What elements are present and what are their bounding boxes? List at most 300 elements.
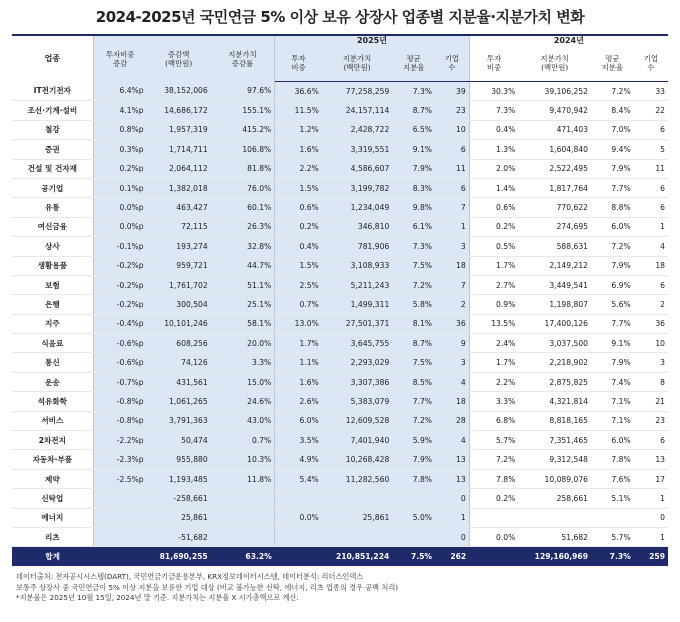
avg-2025-cell bbox=[392, 527, 435, 546]
weight-change-cell: -0.8%p bbox=[93, 411, 146, 430]
header-sector: 업종 bbox=[12, 35, 93, 82]
weight-2025-cell: 2.5% bbox=[275, 275, 322, 294]
value-2024-cell: 39,106,252 bbox=[518, 82, 591, 101]
avg-2025-cell: 8.7% bbox=[392, 334, 435, 353]
avg-2024-cell: 7.2% bbox=[591, 237, 634, 256]
avg-2025-cell: 7.9% bbox=[392, 450, 435, 469]
header-2025-value: 지분가치 (백만원) bbox=[322, 45, 393, 82]
weight-2024-cell: 6.8% bbox=[469, 411, 518, 430]
amount-change-cell: 463,427 bbox=[147, 198, 211, 217]
value-2025-cell: 346,810 bbox=[322, 217, 393, 236]
avg-2025-cell: 7.5% bbox=[392, 353, 435, 372]
table-row bbox=[12, 469, 668, 488]
amount-change-cell: 50,474 bbox=[147, 431, 211, 450]
total-2024-count: 259 bbox=[634, 547, 668, 567]
sector-cell: 건설 및 건자재 bbox=[12, 159, 93, 178]
avg-2024-cell: 5.7% bbox=[591, 527, 634, 546]
avg-2024-cell: 7.7% bbox=[591, 178, 634, 197]
value-rate-cell bbox=[211, 508, 275, 527]
amount-change-cell: 955,880 bbox=[147, 450, 211, 469]
sector-cell: 자동차·부품 bbox=[12, 450, 93, 469]
count-2025-cell: 2 bbox=[435, 295, 469, 314]
weight-2024-cell: 0.4% bbox=[469, 120, 518, 139]
weight-2025-cell: 13.0% bbox=[275, 314, 322, 333]
table-row bbox=[12, 411, 668, 430]
weight-change-cell: -2.2%p bbox=[93, 431, 146, 450]
count-2024-cell: 6 bbox=[634, 275, 668, 294]
count-2025-cell: 36 bbox=[435, 314, 469, 333]
avg-2024-cell: 7.1% bbox=[591, 392, 634, 411]
weight-change-cell: 0.1%p bbox=[93, 178, 146, 197]
sector-cell: 운송 bbox=[12, 372, 93, 391]
weight-2024-cell: 0.6% bbox=[469, 198, 518, 217]
table-row bbox=[12, 178, 668, 197]
value-2025-cell: 77,258,259 bbox=[322, 82, 393, 101]
avg-2024-cell: 5.6% bbox=[591, 295, 634, 314]
weight-change-cell: -0.4%p bbox=[93, 314, 146, 333]
avg-2025-cell: 7.9% bbox=[392, 159, 435, 178]
value-2024-cell: 2,875,825 bbox=[518, 372, 591, 391]
sector-cell: 증권 bbox=[12, 140, 93, 159]
weight-change-cell: -2.3%p bbox=[93, 450, 146, 469]
footnote-source: 데이터출처: 전자공시시스템(DART), 국민연금기금운용본부, KRX정보데이터시스템, 데이터분석: 리더스인덱스 bbox=[16, 572, 364, 581]
avg-2025-cell: 8.5% bbox=[392, 372, 435, 391]
weight-change-cell: 0.8%p bbox=[93, 120, 146, 139]
count-2024-cell: 1 bbox=[634, 489, 668, 508]
count-2024-cell: 0 bbox=[634, 508, 668, 527]
value-2025-cell: 2,293,029 bbox=[322, 353, 393, 372]
value-2025-cell: 781,906 bbox=[322, 237, 393, 256]
count-2024-cell: 8 bbox=[634, 372, 668, 391]
avg-2025-cell: 7.2% bbox=[392, 411, 435, 430]
count-2025-cell: 1 bbox=[435, 217, 469, 236]
weight-2024-cell: 5.7% bbox=[469, 431, 518, 450]
value-rate-cell: 106.8% bbox=[211, 140, 275, 159]
sector-stake-table bbox=[12, 34, 668, 566]
value-rate-cell: 44.7% bbox=[211, 256, 275, 275]
header-amount-change: 증감액 (백만원) bbox=[147, 35, 211, 82]
value-2024-cell: 2,522,495 bbox=[518, 159, 591, 178]
avg-2024-cell: 7.9% bbox=[591, 353, 634, 372]
amount-change-cell: 74,126 bbox=[147, 353, 211, 372]
avg-2025-cell: 8.1% bbox=[392, 314, 435, 333]
weight-2025-cell: 0.6% bbox=[275, 198, 322, 217]
weight-2024-cell: 2.4% bbox=[469, 334, 518, 353]
footnote-basis: *지분율은 2025년 10월 15일, 2024년 말 기준. 지분가치는 지분율 X 시가총액으로 계산. bbox=[16, 593, 299, 602]
footnote-scope: 보통주 상장사 중 국민연금이 5% 이상 지분을 보유한 기업 대상 (비교 불가능한 신탁, 에너지, 리츠 업종의 경우 공백 처리) bbox=[16, 582, 399, 592]
sector-cell: 상사 bbox=[12, 237, 93, 256]
weight-2024-cell: 2.2% bbox=[469, 372, 518, 391]
value-rate-cell: 11.8% bbox=[211, 469, 275, 488]
weight-2025-cell: 2.2% bbox=[275, 159, 322, 178]
amount-change-cell: 14,686,172 bbox=[147, 101, 211, 120]
weight-change-cell: 0.3%p bbox=[93, 140, 146, 159]
count-2024-cell: 1 bbox=[634, 527, 668, 546]
value-rate-cell: 81.8% bbox=[211, 159, 275, 178]
weight-2024-cell: 30.3% bbox=[469, 82, 518, 101]
weight-2024-cell bbox=[469, 508, 518, 527]
value-rate-cell: 415.2% bbox=[211, 120, 275, 139]
table-row bbox=[12, 256, 668, 275]
avg-2024-cell: 7.0% bbox=[591, 120, 634, 139]
value-2025-cell: 7,401,940 bbox=[322, 431, 393, 450]
count-2024-cell: 33 bbox=[634, 82, 668, 101]
header-2024-value: 지분가치 (백만원) bbox=[518, 45, 591, 82]
table-row bbox=[12, 237, 668, 256]
value-2024-cell: 8,818,165 bbox=[518, 411, 591, 430]
amount-change-cell: -51,682 bbox=[147, 527, 211, 546]
weight-2024-cell: 7.8% bbox=[469, 469, 518, 488]
total-amount-change: 81,690,255 bbox=[147, 547, 211, 567]
value-2025-cell: 3,319,551 bbox=[322, 140, 393, 159]
value-rate-cell: 25.1% bbox=[211, 295, 275, 314]
value-2025-cell: 3,199,782 bbox=[322, 178, 393, 197]
value-2024-cell: 10,089,076 bbox=[518, 469, 591, 488]
count-2024-cell: 1 bbox=[634, 217, 668, 236]
weight-2024-cell: 2.0% bbox=[469, 159, 518, 178]
total-2024-weight bbox=[469, 547, 518, 567]
amount-change-cell: 25,861 bbox=[147, 508, 211, 527]
weight-2024-cell: 0.2% bbox=[469, 489, 518, 508]
avg-2024-cell: 7.2% bbox=[591, 82, 634, 101]
avg-2024-cell: 9.1% bbox=[591, 334, 634, 353]
table-row bbox=[12, 431, 668, 450]
table-row bbox=[12, 217, 668, 236]
weight-2025-cell: 1.1% bbox=[275, 353, 322, 372]
weight-2025-cell: 0.7% bbox=[275, 295, 322, 314]
sector-cell: 서비스 bbox=[12, 411, 93, 430]
weight-change-cell: -0.6%p bbox=[93, 334, 146, 353]
table-row bbox=[12, 392, 668, 411]
avg-2024-cell: 7.8% bbox=[591, 450, 634, 469]
sector-cell: 제약 bbox=[12, 469, 93, 488]
value-rate-cell: 26.3% bbox=[211, 217, 275, 236]
count-2024-cell: 6 bbox=[634, 198, 668, 217]
value-rate-cell: 0.7% bbox=[211, 431, 275, 450]
sector-cell: 조선·기계·설비 bbox=[12, 101, 93, 120]
value-2024-cell: 1,604,840 bbox=[518, 140, 591, 159]
value-rate-cell bbox=[211, 489, 275, 508]
weight-2024-cell: 0.5% bbox=[469, 237, 518, 256]
count-2025-cell: 28 bbox=[435, 411, 469, 430]
value-2024-cell: 3,449,541 bbox=[518, 275, 591, 294]
count-2024-cell: 2 bbox=[634, 295, 668, 314]
header-2024-avg: 평균 지분율 bbox=[591, 45, 634, 82]
value-2025-cell: 27,501,371 bbox=[322, 314, 393, 333]
sector-cell: 유통 bbox=[12, 198, 93, 217]
weight-2025-cell: 5.4% bbox=[275, 469, 322, 488]
weight-change-cell bbox=[93, 527, 146, 546]
count-2024-cell: 13 bbox=[634, 450, 668, 469]
total-weight-change bbox=[93, 547, 146, 567]
count-2025-cell: 13 bbox=[435, 469, 469, 488]
weight-2025-cell: 0.2% bbox=[275, 217, 322, 236]
weight-2025-cell: 1.5% bbox=[275, 178, 322, 197]
value-2025-cell: 10,268,428 bbox=[322, 450, 393, 469]
weight-2024-cell: 0.9% bbox=[469, 295, 518, 314]
avg-2025-cell: 7.8% bbox=[392, 469, 435, 488]
total-2024-avg: 7.3% bbox=[591, 547, 634, 567]
value-2025-cell: 1,499,311 bbox=[322, 295, 393, 314]
sector-cell: 식음료 bbox=[12, 334, 93, 353]
total-row bbox=[12, 547, 668, 567]
amount-change-cell: 3,791,363 bbox=[147, 411, 211, 430]
count-2024-cell: 17 bbox=[634, 469, 668, 488]
sector-cell: 여신금융 bbox=[12, 217, 93, 236]
count-2025-cell: 11 bbox=[435, 159, 469, 178]
weight-change-cell: -0.2%p bbox=[93, 275, 146, 294]
avg-2025-cell: 7.3% bbox=[392, 237, 435, 256]
table-row bbox=[12, 508, 668, 527]
avg-2025-cell: 8.3% bbox=[392, 178, 435, 197]
value-2025-cell: 3,307,386 bbox=[322, 372, 393, 391]
value-2025-cell: 3,645,755 bbox=[322, 334, 393, 353]
table-row bbox=[12, 295, 668, 314]
count-2024-cell: 18 bbox=[634, 256, 668, 275]
table-row bbox=[12, 120, 668, 139]
weight-2024-cell: 0.2% bbox=[469, 217, 518, 236]
table-row bbox=[12, 159, 668, 178]
count-2025-cell: 9 bbox=[435, 334, 469, 353]
value-2025-cell: 4,586,607 bbox=[322, 159, 393, 178]
amount-change-cell: 431,561 bbox=[147, 372, 211, 391]
value-rate-cell: 10.3% bbox=[211, 450, 275, 469]
weight-change-cell: -0.6%p bbox=[93, 353, 146, 372]
avg-2025-cell: 5.9% bbox=[392, 431, 435, 450]
count-2025-cell: 4 bbox=[435, 431, 469, 450]
count-2024-cell: 4 bbox=[634, 237, 668, 256]
count-2024-cell: 23 bbox=[634, 411, 668, 430]
value-rate-cell: 43.0% bbox=[211, 411, 275, 430]
value-2025-cell: 25,861 bbox=[322, 508, 393, 527]
value-2024-cell: 770,622 bbox=[518, 198, 591, 217]
count-2024-cell: 10 bbox=[634, 334, 668, 353]
total-2025-avg: 7.5% bbox=[392, 547, 435, 567]
header-value-rate: 지분가치 증감률 bbox=[211, 35, 275, 82]
sector-cell: IT전기전자 bbox=[12, 82, 93, 101]
count-2024-cell: 3 bbox=[634, 353, 668, 372]
table-row bbox=[12, 372, 668, 391]
table-row bbox=[12, 334, 668, 353]
table-row bbox=[12, 275, 668, 294]
amount-change-cell: 300,504 bbox=[147, 295, 211, 314]
weight-2025-cell: 6.0% bbox=[275, 411, 322, 430]
value-2025-cell: 11,282,560 bbox=[322, 469, 393, 488]
count-2025-cell: 1 bbox=[435, 508, 469, 527]
value-2024-cell: 3,037,500 bbox=[518, 334, 591, 353]
value-rate-cell: 60.1% bbox=[211, 198, 275, 217]
value-rate-cell: 32.8% bbox=[211, 237, 275, 256]
table-row bbox=[12, 527, 668, 546]
weight-change-cell: -0.8%p bbox=[93, 392, 146, 411]
count-2025-cell: 6 bbox=[435, 178, 469, 197]
value-2025-cell: 2,428,722 bbox=[322, 120, 393, 139]
count-2025-cell: 3 bbox=[435, 237, 469, 256]
weight-2025-cell: 3.5% bbox=[275, 431, 322, 450]
value-rate-cell: 58.1% bbox=[211, 314, 275, 333]
value-2025-cell: 3,108,933 bbox=[322, 256, 393, 275]
total-label: 합계 bbox=[12, 547, 93, 567]
avg-2024-cell: 7.4% bbox=[591, 372, 634, 391]
value-2024-cell: 2,218,902 bbox=[518, 353, 591, 372]
weight-2025-cell: 4.9% bbox=[275, 450, 322, 469]
table-row bbox=[12, 82, 668, 101]
amount-change-cell: 72,115 bbox=[147, 217, 211, 236]
total-2025-count: 262 bbox=[435, 547, 469, 567]
weight-2025-cell: 1.5% bbox=[275, 256, 322, 275]
weight-2025-cell: 2.6% bbox=[275, 392, 322, 411]
amount-change-cell: 959,721 bbox=[147, 256, 211, 275]
weight-2024-cell: 7.2% bbox=[469, 450, 518, 469]
weight-change-cell: -0.2%p bbox=[93, 256, 146, 275]
avg-2025-cell: 7.3% bbox=[392, 82, 435, 101]
value-2024-cell: 588,631 bbox=[518, 237, 591, 256]
weight-2025-cell: 36.6% bbox=[275, 82, 322, 101]
amount-change-cell: 10,101,246 bbox=[147, 314, 211, 333]
avg-2024-cell: 8.4% bbox=[591, 101, 634, 120]
count-2024-cell: 22 bbox=[634, 101, 668, 120]
weight-change-cell: -0.2%p bbox=[93, 295, 146, 314]
value-2025-cell: 5,211,243 bbox=[322, 275, 393, 294]
weight-change-cell: 0.0%p bbox=[93, 198, 146, 217]
value-2025-cell: 5,383,079 bbox=[322, 392, 393, 411]
weight-2025-cell: 11.5% bbox=[275, 101, 322, 120]
value-rate-cell: 51.1% bbox=[211, 275, 275, 294]
avg-2024-cell: 6.9% bbox=[591, 275, 634, 294]
avg-2025-cell: 6.1% bbox=[392, 217, 435, 236]
weight-2024-cell: 1.3% bbox=[469, 140, 518, 159]
count-2025-cell: 0 bbox=[435, 527, 469, 546]
table-row bbox=[12, 140, 668, 159]
weight-2025-cell: 1.2% bbox=[275, 120, 322, 139]
total-2024-value: 129,160,969 bbox=[518, 547, 591, 567]
avg-2024-cell: 6.0% bbox=[591, 217, 634, 236]
weight-2024-cell: 0.0% bbox=[469, 527, 518, 546]
count-2025-cell: 7 bbox=[435, 275, 469, 294]
value-2024-cell: 17,400,126 bbox=[518, 314, 591, 333]
avg-2025-cell: 7.2% bbox=[392, 275, 435, 294]
weight-2025-cell: 1.6% bbox=[275, 140, 322, 159]
value-2024-cell: 7,351,465 bbox=[518, 431, 591, 450]
count-2025-cell: 6 bbox=[435, 140, 469, 159]
amount-change-cell: 2,064,112 bbox=[147, 159, 211, 178]
header-2025-weight: 투자 비중 bbox=[275, 45, 322, 82]
weight-2024-cell: 1.7% bbox=[469, 353, 518, 372]
weight-2025-cell: 0.4% bbox=[275, 237, 322, 256]
sector-cell: 지주 bbox=[12, 314, 93, 333]
count-2024-cell: 5 bbox=[634, 140, 668, 159]
weight-2024-cell: 3.3% bbox=[469, 392, 518, 411]
value-2024-cell: 1,198,807 bbox=[518, 295, 591, 314]
weight-change-cell: -0.1%p bbox=[93, 237, 146, 256]
weight-change-cell: -2.5%p bbox=[93, 469, 146, 488]
avg-2025-cell: 5.0% bbox=[392, 508, 435, 527]
sector-cell: 통신 bbox=[12, 353, 93, 372]
sector-cell: 철강 bbox=[12, 120, 93, 139]
header-2025-avg: 평균 지분율 bbox=[392, 45, 435, 82]
count-2024-cell: 6 bbox=[634, 431, 668, 450]
amount-change-cell: -258,661 bbox=[147, 489, 211, 508]
avg-2024-cell: 8.8% bbox=[591, 198, 634, 217]
value-rate-cell: 155.1% bbox=[211, 101, 275, 120]
value-2025-cell bbox=[322, 489, 393, 508]
avg-2024-cell: 6.0% bbox=[591, 431, 634, 450]
weight-2025-cell: 1.6% bbox=[275, 372, 322, 391]
value-rate-cell: 20.0% bbox=[211, 334, 275, 353]
value-rate-cell: 97.6% bbox=[211, 82, 275, 101]
count-2024-cell: 6 bbox=[634, 120, 668, 139]
total-2025-value: 210,851,224 bbox=[322, 547, 393, 567]
sector-cell: 리츠 bbox=[12, 527, 93, 546]
footnotes bbox=[16, 572, 666, 604]
sector-cell: 은행 bbox=[12, 295, 93, 314]
count-2025-cell: 4 bbox=[435, 372, 469, 391]
weight-change-cell: 4.1%p bbox=[93, 101, 146, 120]
table-row bbox=[12, 489, 668, 508]
amount-change-cell: 1,761,702 bbox=[147, 275, 211, 294]
sector-cell: 보험 bbox=[12, 275, 93, 294]
value-rate-cell: 15.0% bbox=[211, 372, 275, 391]
count-2024-cell: 21 bbox=[634, 392, 668, 411]
value-2024-cell: 258,661 bbox=[518, 489, 591, 508]
value-2025-cell: 24,157,114 bbox=[322, 101, 393, 120]
count-2025-cell: 39 bbox=[435, 82, 469, 101]
value-2025-cell bbox=[322, 527, 393, 546]
value-2025-cell: 12,609,528 bbox=[322, 411, 393, 430]
count-2024-cell: 11 bbox=[634, 159, 668, 178]
weight-2025-cell bbox=[275, 489, 322, 508]
weight-2024-cell: 1.4% bbox=[469, 178, 518, 197]
avg-2024-cell: 9.4% bbox=[591, 140, 634, 159]
weight-2024-cell: 7.3% bbox=[469, 101, 518, 120]
value-2024-cell: 9,312,548 bbox=[518, 450, 591, 469]
table-row bbox=[12, 450, 668, 469]
avg-2024-cell: 7.9% bbox=[591, 256, 634, 275]
count-2025-cell: 18 bbox=[435, 392, 469, 411]
weight-change-cell bbox=[93, 508, 146, 527]
count-2024-cell: 6 bbox=[634, 178, 668, 197]
avg-2025-cell: 9.1% bbox=[392, 140, 435, 159]
header-2024-count: 기업 수 bbox=[634, 45, 668, 82]
avg-2025-cell: 7.7% bbox=[392, 392, 435, 411]
page-title: 2024-2025년 국민연금 5% 이상 보유 상장사 업종별 지분율·지분가치 변화 bbox=[95, 8, 585, 26]
count-2025-cell: 13 bbox=[435, 450, 469, 469]
amount-change-cell: 1,061,265 bbox=[147, 392, 211, 411]
header-weight-change: 투자비중 증감 bbox=[93, 35, 146, 82]
value-2025-cell: 1,234,049 bbox=[322, 198, 393, 217]
header-2024: 2024년 bbox=[469, 35, 668, 45]
total-2025-weight bbox=[275, 547, 322, 567]
value-rate-cell bbox=[211, 527, 275, 546]
avg-2024-cell: 7.9% bbox=[591, 159, 634, 178]
weight-2025-cell: 0.0% bbox=[275, 508, 322, 527]
avg-2025-cell: 9.8% bbox=[392, 198, 435, 217]
avg-2024-cell: 5.1% bbox=[591, 489, 634, 508]
sector-cell: 에너지 bbox=[12, 508, 93, 527]
avg-2024-cell: 7.6% bbox=[591, 469, 634, 488]
value-2024-cell: 9,470,942 bbox=[518, 101, 591, 120]
avg-2025-cell: 5.8% bbox=[392, 295, 435, 314]
count-2025-cell: 10 bbox=[435, 120, 469, 139]
header-2025-count: 기업 수 bbox=[435, 45, 469, 82]
weight-2025-cell bbox=[275, 527, 322, 546]
count-2025-cell: 3 bbox=[435, 353, 469, 372]
table-row bbox=[12, 198, 668, 217]
sector-cell: 석유화학 bbox=[12, 392, 93, 411]
weight-2025-cell: 1.7% bbox=[275, 334, 322, 353]
amount-change-cell: 38,152,006 bbox=[147, 82, 211, 101]
table-row bbox=[12, 314, 668, 333]
